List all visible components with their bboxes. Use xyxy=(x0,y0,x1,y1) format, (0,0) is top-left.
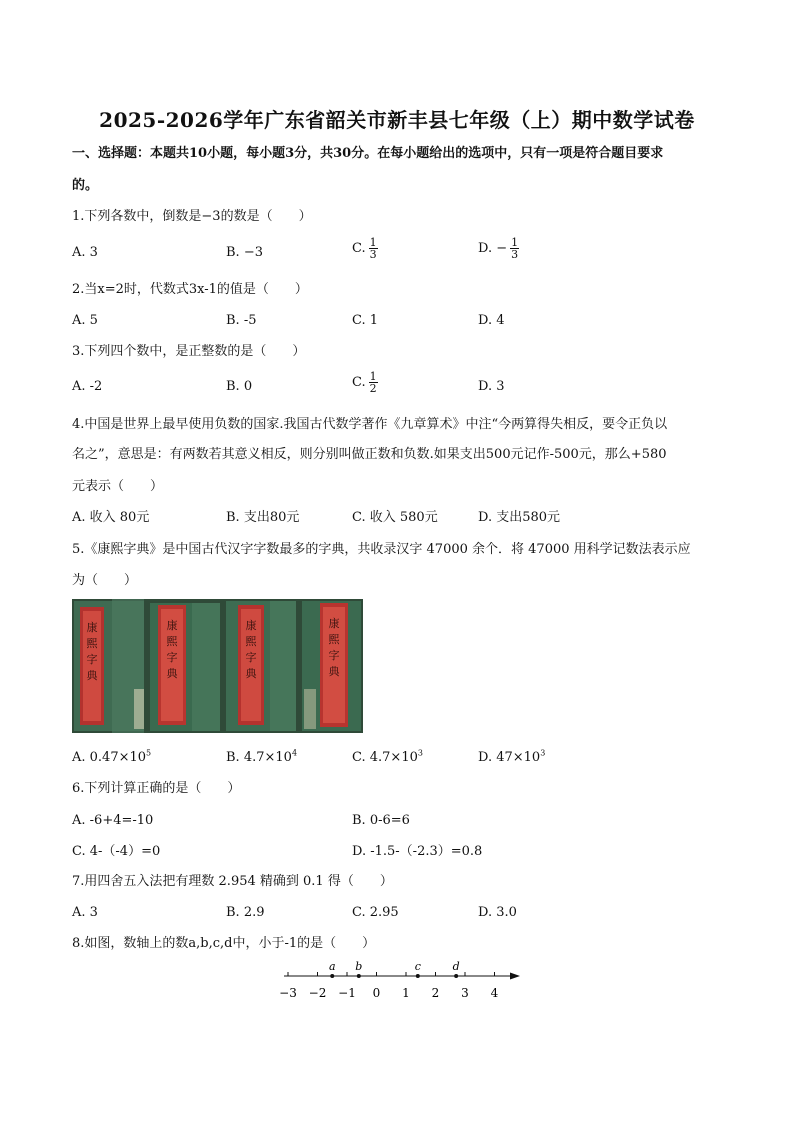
question-7-option-d: D. 3.0 xyxy=(478,905,517,920)
question-2-option-b: B. -5 xyxy=(226,313,257,328)
question-7-stem: 7.用四舍五入法把有理数 2.954 精确到 0.1 得（ ） xyxy=(72,874,393,889)
book-volume-3 xyxy=(226,601,296,731)
svg-text:康: 康 xyxy=(245,619,257,632)
question-2-option-d: D. 4 xyxy=(478,313,505,328)
svg-text:熙: 熙 xyxy=(245,635,257,648)
number-line-diagram xyxy=(270,960,530,1002)
question-8-stem: 8.如图，数轴上的数a,b,c,d中，小于-1的是（ ） xyxy=(72,936,376,951)
section-heading-line1: 一、选择题：本题共10小题，每小题3分，共30分。在每小题给出的选项中，只有一项是符合题目要求 xyxy=(72,146,664,161)
kangxi-dictionary-photo xyxy=(72,599,363,733)
fraction-denominator: 3 xyxy=(511,248,519,261)
number-line-point xyxy=(454,974,458,978)
number-line-tick-label: 0 xyxy=(372,986,381,1000)
number-line-point-label: a xyxy=(328,960,336,973)
number-line-tick-label: −3 xyxy=(279,986,297,1000)
question-2-option-a: A. 5 xyxy=(72,313,98,328)
number-line-tick-label: 3 xyxy=(461,986,469,1000)
question-1-option-c xyxy=(352,237,378,260)
question-4-stem-line1: 4.中国是世界上最早使用负数的国家.我国古代数学著作《九章算术》中注“今两算得失相反，要令正负以 xyxy=(72,417,668,432)
question-5-option-d xyxy=(478,749,545,767)
question-3-option-b: B. 0 xyxy=(226,379,253,394)
question-2-stem: 2.当x=2时，代数式3x-1的值是（ ） xyxy=(72,282,308,297)
page-title: 2025-2026学年广东省韶关市新丰县七年级（上）期中数学试卷 xyxy=(99,108,695,132)
question-3-option-d: D. 3 xyxy=(478,379,505,394)
fraction-denominator: 2 xyxy=(369,382,377,395)
question-5-option-a xyxy=(72,749,151,767)
question-1-stem: 1.下列各数中，倒数是−3的数是（ ） xyxy=(72,209,312,224)
option-prefix: C. xyxy=(352,375,366,390)
option-exponent: 5 xyxy=(146,748,152,758)
number-line-tick-label: 4 xyxy=(490,986,499,1000)
fraction xyxy=(510,237,519,260)
option-exponent: 3 xyxy=(417,748,423,758)
number-line-tick-label: −2 xyxy=(308,986,327,1000)
number-line-point-label: b xyxy=(355,960,363,973)
svg-text:典: 典 xyxy=(166,667,178,680)
svg-text:康: 康 xyxy=(166,619,178,632)
svg-text:熙: 熙 xyxy=(86,637,98,650)
question-4-option-d: D. 支出580元 xyxy=(478,510,561,525)
option-exponent: 4 xyxy=(291,748,298,758)
question-6-stem: 6.下列计算正确的是（ ） xyxy=(72,781,241,796)
question-4-option-b: B. 支出80元 xyxy=(226,510,300,525)
question-2-option-c: C. 1 xyxy=(352,313,379,328)
question-3-option-c xyxy=(352,371,378,394)
question-7-option-c: C. 2.95 xyxy=(352,905,399,920)
question-4-stem-line2: 名之”，意思是：有两数若其意义相反，则分别叫做正数和负数.如果支出500元记作-500元，那么+580 xyxy=(72,447,667,462)
number-line-tick-label: 1 xyxy=(402,986,410,1000)
svg-text:字: 字 xyxy=(86,653,98,666)
number-line-tick-label: −1 xyxy=(338,986,356,1000)
question-3-option-a: A. -2 xyxy=(72,379,103,394)
question-1-option-b: B. −3 xyxy=(226,245,263,260)
book-volume-1 xyxy=(74,599,144,733)
fraction-denominator: 3 xyxy=(369,248,377,261)
question-1-option-d xyxy=(478,237,519,260)
svg-text:字: 字 xyxy=(166,651,178,664)
svg-text:典: 典 xyxy=(328,665,340,678)
number-line-point xyxy=(416,974,420,978)
question-1-option-a: A. 3 xyxy=(72,245,98,260)
svg-text:字: 字 xyxy=(328,649,340,662)
question-6-option-b: B. 0-6=6 xyxy=(352,813,410,828)
question-5-option-c xyxy=(352,749,423,767)
svg-text:字: 字 xyxy=(245,651,257,664)
option-base: A. 0.47×10 xyxy=(72,750,147,765)
svg-text:康: 康 xyxy=(328,617,340,630)
number-line-point-label: d xyxy=(452,960,460,973)
fraction-numerator: 1 xyxy=(369,370,377,383)
question-3-stem: 3.下列四个数中，是正整数的是（ ） xyxy=(72,344,306,359)
question-6-option-d: D. -1.5-（-2.3）=0.8 xyxy=(352,844,483,859)
fraction-numerator: 1 xyxy=(369,236,377,249)
number-line-tick-label: 2 xyxy=(431,986,440,1000)
number-line-point-label: c xyxy=(414,960,421,973)
question-4-option-a: A. 收入 80元 xyxy=(72,510,150,525)
svg-text:典: 典 xyxy=(245,667,257,680)
question-6-option-a: A. -6+4=-10 xyxy=(72,813,154,828)
fraction xyxy=(369,237,378,260)
book-volume-4 xyxy=(302,601,361,731)
question-4-option-c: C. 收入 580元 xyxy=(352,510,438,525)
option-base: B. 4.7×10 xyxy=(226,750,292,765)
number-line-point xyxy=(330,974,334,978)
question-7-option-b: B. 2.9 xyxy=(226,905,265,920)
svg-text:熙: 熙 xyxy=(166,635,178,648)
question-4-stem-line3: 元表示（ ） xyxy=(72,479,164,494)
svg-text:康: 康 xyxy=(86,621,98,634)
option-base: D. 47×10 xyxy=(478,750,541,765)
fraction-numerator: 1 xyxy=(511,236,519,249)
question-5-stem-line1: 5.《康熙字典》是中国古代汉字字数最多的字典，共收录汉字 47000 余个．将 47000 用科学记数法表示应 xyxy=(72,542,691,557)
question-6-option-c: C. 4-（-4）=0 xyxy=(72,844,161,859)
option-prefix: D. − xyxy=(478,241,508,256)
number-line-arrow xyxy=(510,973,520,980)
option-base: C. 4.7×10 xyxy=(352,750,418,765)
book-volume-2 xyxy=(150,603,220,731)
svg-text:熙: 熙 xyxy=(328,633,340,646)
fraction xyxy=(369,371,378,394)
svg-text:典: 典 xyxy=(86,669,98,682)
section-heading-line2: 的。 xyxy=(72,178,99,193)
question-7-option-a: A. 3 xyxy=(72,905,98,920)
option-exponent: 3 xyxy=(540,748,546,758)
option-prefix: C. xyxy=(352,241,366,256)
question-5-option-b xyxy=(226,749,297,767)
number-line-point xyxy=(357,974,361,978)
question-5-stem-line2: 为（ ） xyxy=(72,573,138,588)
